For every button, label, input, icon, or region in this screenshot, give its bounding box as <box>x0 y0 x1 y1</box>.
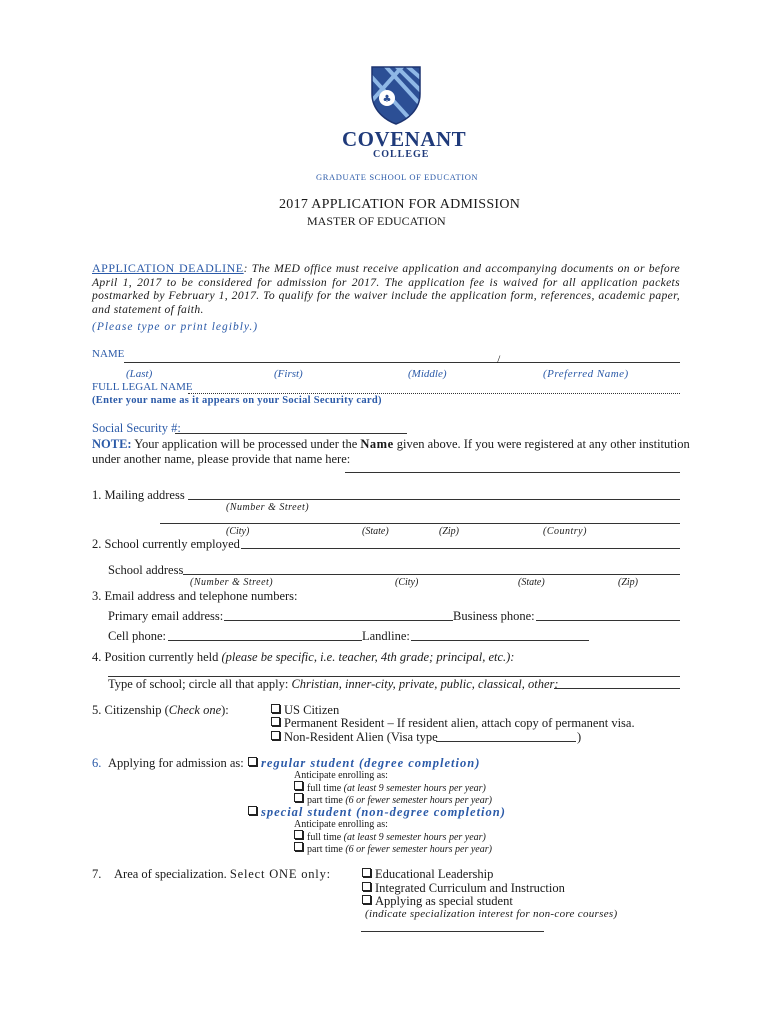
school-name: GRADUATE SCHOOL OF EDUCATION <box>316 172 479 182</box>
cell-phone-field[interactable] <box>168 640 362 641</box>
note-line-2: under another name, please provide that name here: <box>92 452 351 466</box>
page-subtitle: MASTER OF EDUCATION <box>307 214 446 228</box>
landline-label: Landline: <box>362 629 410 643</box>
full-time-1-label: full time <box>307 783 342 794</box>
applying-label: Applying for admission as: <box>108 756 244 770</box>
business-phone-field[interactable] <box>536 620 680 621</box>
mailing-street-field[interactable] <box>188 499 680 500</box>
checkbox-icon[interactable] <box>271 704 280 713</box>
non-resident-label: Non-Resident Alien (Visa type <box>284 730 438 744</box>
enter-name-note: (Enter your name as it appears on your Social Security card) <box>92 395 382 406</box>
ssn-field[interactable] <box>175 433 407 434</box>
non-resident-close: ) <box>577 730 582 744</box>
special-student-label: special student (non-degree completion) <box>261 805 506 819</box>
part-time-1-hint: (6 or fewer semester hours per year) <box>345 795 492 806</box>
deadline-text: : The MED office must receive application and accompanying documents on or before April 1, 2017 to be considered for admission for 2017. The application fee is waived for all application packets postmarked by February 1, 2017. To qualify for the waiver include the application form, references, academic paper, and statement of faith. <box>92 262 680 316</box>
checkbox-icon[interactable] <box>294 793 303 802</box>
checkbox-icon[interactable] <box>362 882 371 891</box>
mailing-label: 1. Mailing address <box>92 488 185 502</box>
school-address-field[interactable] <box>183 574 680 575</box>
sa-number-street-hint: (Number & Street) <box>190 577 274 588</box>
checkbox-icon[interactable] <box>294 842 303 851</box>
note-name: Name <box>360 437 394 451</box>
checkbox-icon[interactable] <box>362 868 371 877</box>
full-time-1-option[interactable] <box>294 782 486 794</box>
country-hint: (Country) <box>543 526 587 537</box>
employed-field[interactable] <box>241 548 680 549</box>
applying-special-label: Applying as special student <box>375 894 513 908</box>
checkbox-icon[interactable] <box>248 757 257 766</box>
primary-email-field[interactable] <box>224 620 453 621</box>
checkbox-icon[interactable] <box>294 781 303 790</box>
type-school-label: Type of school; circle all that apply: <box>108 677 289 691</box>
anticipate-1: Anticipate enrolling as: <box>294 770 388 781</box>
note-label: NOTE: <box>92 437 132 451</box>
full-time-2-label: full time <box>307 832 342 843</box>
perm-resident-option[interactable] <box>271 716 635 731</box>
citizenship-label: 5. Citizenship ( <box>92 703 169 717</box>
state-hint: (State) <box>362 526 389 537</box>
visa-type-field[interactable] <box>436 741 576 742</box>
note-line-1 <box>92 437 690 452</box>
ed-leadership-label: Educational Leadership <box>375 867 494 881</box>
page-title: 2017 APPLICATION FOR ADMISSION <box>279 197 521 212</box>
regular-student-label: regular student (degree completion) <box>261 756 481 770</box>
indicate-note: (indicate specialization interest for non-core courses) <box>365 908 618 920</box>
applying-special-option[interactable] <box>362 894 513 909</box>
full-legal-field[interactable] <box>188 393 680 394</box>
specialization-interest-field[interactable] <box>361 931 544 932</box>
college-shield-logo <box>369 64 423 126</box>
full-time-2-hint: (at least 9 semester hours per year) <box>343 832 486 843</box>
part-time-2-option[interactable] <box>294 843 492 855</box>
city-hint: (City) <box>226 526 250 537</box>
college-sub: COLLEGE <box>373 149 430 160</box>
checkbox-icon[interactable] <box>362 895 371 904</box>
position-label: 4. Position currently held <box>92 650 219 664</box>
checkbox-icon[interactable] <box>271 731 280 740</box>
checkbox-icon[interactable] <box>248 806 257 815</box>
other-name-field[interactable] <box>345 472 680 473</box>
school-address-label: School address <box>108 563 184 577</box>
full-legal-label: FULL LEGAL NAME <box>92 381 193 393</box>
position-row <box>92 650 514 665</box>
employed-label: 2. School currently employed <box>92 537 240 551</box>
middle-hint: (Middle) <box>408 368 447 380</box>
full-time-2-option[interactable] <box>294 831 486 843</box>
select-one: Select ONE only <box>229 867 327 881</box>
svg-text:♣: ♣ <box>382 94 392 105</box>
citizenship-close: ): <box>221 703 229 717</box>
business-phone-label: Business phone: <box>453 609 535 623</box>
ssn-label: Social Security #: <box>92 421 181 435</box>
citizenship-row <box>92 703 229 718</box>
us-citizen-label: US Citizen <box>284 703 340 717</box>
area-row <box>114 867 330 882</box>
note-text-1: Your application will be processed under the <box>134 437 358 451</box>
item-seven: 7. <box>92 867 102 881</box>
non-resident-option[interactable] <box>271 730 438 745</box>
type-school-options: Christian, inner-city, private, public, classical, other: <box>291 677 559 691</box>
integrated-label: Integrated Curriculum and Instruction <box>375 881 565 895</box>
special-student-option[interactable] <box>248 805 506 820</box>
item-six: 6. <box>92 756 102 770</box>
cell-phone-label: Cell phone: <box>108 629 166 643</box>
deadline-paragraph <box>92 262 680 316</box>
part-time-2-label: part time <box>307 844 343 855</box>
email-label: 3. Email address and telephone numbers: <box>92 589 298 603</box>
check-one: Check one <box>168 703 222 717</box>
last-hint: (Last) <box>126 368 153 380</box>
sa-zip-hint: (Zip) <box>618 577 638 588</box>
name-label: NAME <box>92 348 125 360</box>
name-slash: / <box>497 352 501 366</box>
checkbox-icon[interactable] <box>294 830 303 839</box>
type-school-row <box>108 677 559 692</box>
sa-city-hint: (City) <box>395 577 419 588</box>
ed-leadership-option[interactable] <box>362 867 493 882</box>
type-other-field[interactable] <box>554 688 680 689</box>
landline-field[interactable] <box>411 640 589 641</box>
deadline-label: APPLICATION DEADLINE <box>92 261 244 275</box>
sa-state-hint: (State) <box>518 577 545 588</box>
checkbox-icon[interactable] <box>271 717 280 726</box>
first-hint: (First) <box>274 368 303 380</box>
perm-resident-label: Permanent Resident – If resident alien, attach copy of permanent visa. <box>284 716 635 730</box>
legibly-note: (Please type or print legibly.) <box>92 321 259 333</box>
anticipate-2: Anticipate enrolling as: <box>294 819 388 830</box>
note-text-2: given above. If you were registered at any other institution <box>396 437 690 451</box>
name-field[interactable] <box>124 362 680 363</box>
zip-hint: (Zip) <box>439 526 459 537</box>
part-time-2-hint: (6 or fewer semester hours per year) <box>345 844 492 855</box>
area-colon: : <box>326 867 331 881</box>
college-name: COVENANT <box>342 127 467 151</box>
regular-student-option[interactable] <box>248 756 480 771</box>
full-time-1-hint: (at least 9 semester hours per year) <box>343 783 486 794</box>
area-label: Area of specialization. <box>114 867 227 881</box>
primary-email-label: Primary email address: <box>108 609 224 623</box>
position-hint: (please be specific, i.e. teacher, 4th grade; principal, etc.): <box>221 650 515 664</box>
preferred-hint: (Preferred Name) <box>543 368 629 380</box>
number-street-hint: (Number & Street) <box>226 502 310 513</box>
part-time-1-label: part time <box>307 795 343 806</box>
mailing-city-field[interactable] <box>160 523 680 524</box>
